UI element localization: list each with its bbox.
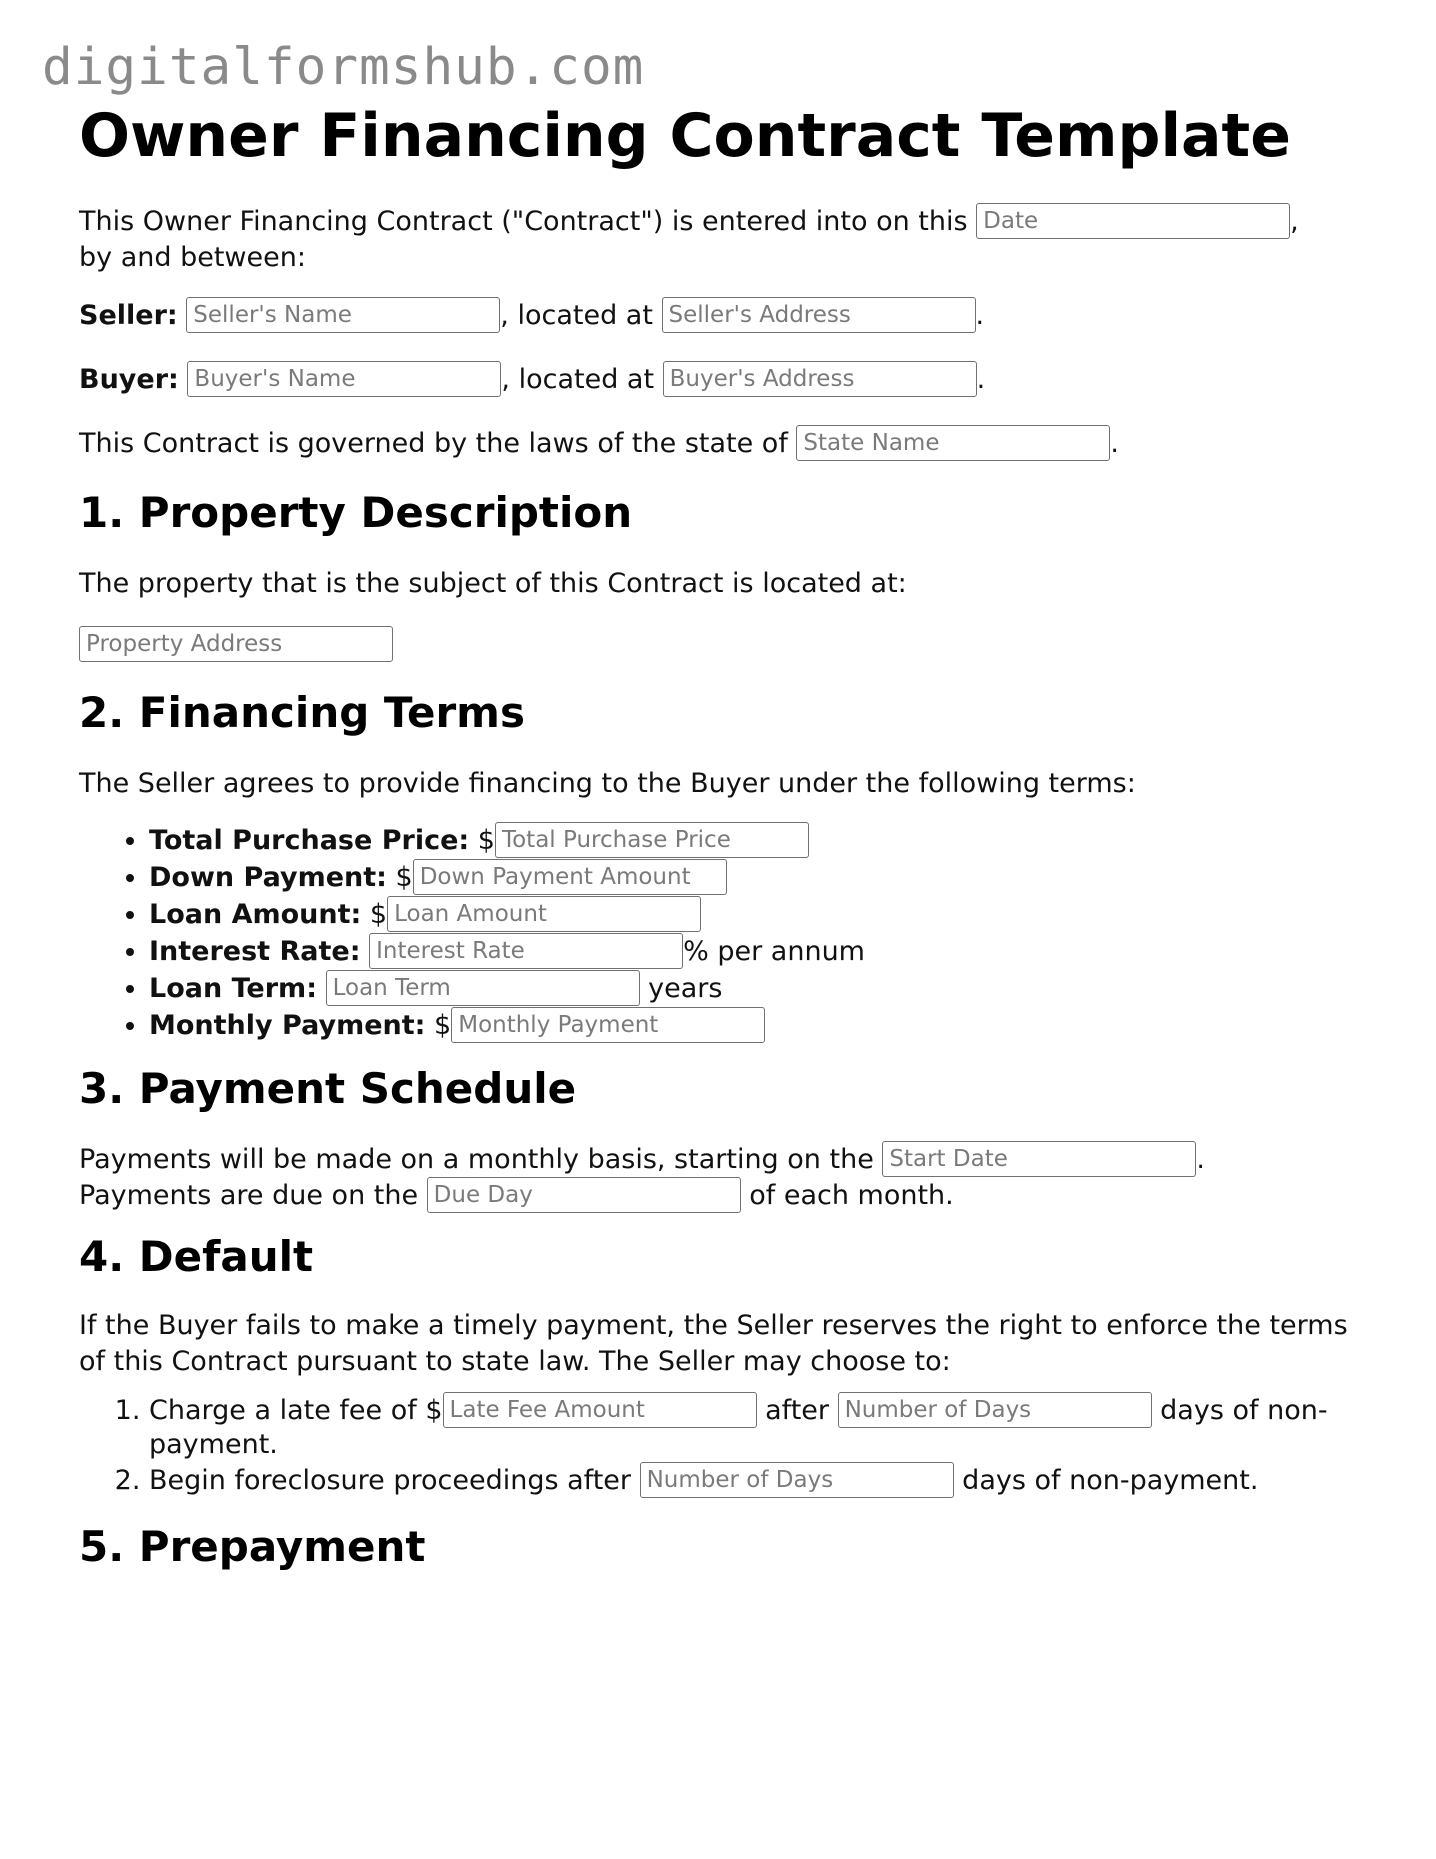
term-label: Monthly Payment: bbox=[149, 1010, 426, 1041]
section-heading-payment-schedule: 3. Payment Schedule bbox=[79, 1064, 577, 1113]
list-item bbox=[149, 896, 1369, 933]
list-item bbox=[149, 1007, 1369, 1044]
intro-text: This Owner Financing Contract ("Contract") is entered into on this bbox=[79, 206, 977, 237]
start-date-field[interactable] bbox=[882, 1141, 1196, 1177]
term-suffix: % per annum bbox=[683, 936, 865, 967]
buyer-line bbox=[79, 362, 1369, 398]
list-item bbox=[149, 1464, 1369, 1498]
default-options-list bbox=[79, 1394, 1369, 1498]
foreclosure-days-field[interactable] bbox=[640, 1462, 954, 1498]
seller-address-field[interactable] bbox=[662, 297, 976, 333]
late-fee-text3: days of non-payment. bbox=[149, 1395, 1328, 1460]
intro-comma: , bbox=[1290, 206, 1299, 237]
state-name-field[interactable] bbox=[796, 425, 1110, 461]
list-item bbox=[149, 933, 1369, 970]
list-item bbox=[149, 822, 1369, 859]
buyer-period: . bbox=[976, 364, 986, 395]
watermark: digitalformshub.com bbox=[42, 38, 645, 97]
list-item bbox=[149, 1394, 1369, 1462]
late-fee-amount-field[interactable] bbox=[443, 1392, 757, 1428]
property-address-field[interactable] bbox=[79, 626, 393, 662]
interest-rate-field[interactable] bbox=[369, 933, 683, 969]
intro-text-line2: by and between: bbox=[79, 242, 306, 273]
governing-law-line bbox=[79, 426, 1369, 462]
term-label: Loan Amount: bbox=[149, 899, 362, 930]
schedule-text1: Payments will be made on a monthly basis, starting on the bbox=[79, 1144, 883, 1175]
contract-document bbox=[79, 100, 1369, 1572]
term-label: Down Payment: bbox=[149, 862, 387, 893]
financing-text: The Seller agrees to provide financing to the Buyer under the following terms: bbox=[79, 768, 1136, 799]
seller-period: . bbox=[975, 300, 985, 331]
governing-text: This Contract is governed by the laws of the state of bbox=[79, 428, 797, 459]
schedule-text2-end: of each month. bbox=[740, 1180, 954, 1211]
late-fee-text1: Charge a late fee of $ bbox=[149, 1395, 443, 1426]
term-label: Loan Term: bbox=[149, 973, 317, 1004]
financing-terms-list bbox=[79, 822, 1369, 1044]
term-prefix bbox=[361, 936, 370, 967]
total-purchase-price-field[interactable] bbox=[495, 822, 809, 858]
term-prefix: $ bbox=[425, 1010, 452, 1041]
seller-located-at: , located at bbox=[500, 300, 662, 331]
seller-line bbox=[79, 298, 1369, 334]
buyer-address-field[interactable] bbox=[663, 361, 977, 397]
term-suffix: years bbox=[639, 973, 723, 1004]
section-heading-default: 4. Default bbox=[79, 1232, 314, 1281]
schedule-period: . bbox=[1196, 1144, 1205, 1175]
term-prefix bbox=[317, 973, 326, 1004]
schedule-text2: Payments are due on the bbox=[79, 1180, 427, 1211]
late-fee-text2: after bbox=[756, 1395, 838, 1426]
payment-schedule-paragraph bbox=[79, 1142, 1369, 1214]
page-title: Owner Financing Contract Template bbox=[79, 101, 1291, 171]
section-heading-property: 1. Property Description bbox=[79, 488, 633, 537]
section-heading-financing: 2. Financing Terms bbox=[79, 688, 525, 737]
buyer-located-at: , located at bbox=[501, 364, 663, 395]
seller-label: Seller: bbox=[79, 300, 178, 331]
contract-date-field[interactable] bbox=[976, 203, 1290, 239]
property-address-row bbox=[79, 630, 1369, 662]
loan-term-field[interactable] bbox=[326, 970, 640, 1006]
buyer-name-field[interactable] bbox=[187, 361, 501, 397]
term-prefix: $ bbox=[386, 862, 413, 893]
foreclosure-text1: Begin foreclosure proceedings after bbox=[149, 1465, 640, 1496]
list-item bbox=[149, 970, 1369, 1007]
foreclosure-text2: days of non-payment. bbox=[953, 1465, 1259, 1496]
loan-amount-field[interactable] bbox=[387, 896, 701, 932]
term-label: Interest Rate: bbox=[149, 936, 361, 967]
due-day-field[interactable] bbox=[427, 1177, 741, 1213]
late-fee-days-field[interactable] bbox=[838, 1392, 1152, 1428]
monthly-payment-field[interactable] bbox=[451, 1007, 765, 1043]
down-payment-field[interactable] bbox=[413, 859, 727, 895]
term-prefix: $ bbox=[469, 825, 495, 856]
property-text: The property that is the subject of this Contract is located at: bbox=[79, 568, 907, 599]
section-heading-prepayment: 5. Prepayment bbox=[79, 1522, 426, 1571]
term-prefix: $ bbox=[361, 899, 388, 930]
list-item bbox=[149, 859, 1369, 896]
buyer-label: Buyer: bbox=[79, 364, 179, 395]
default-text: If the Buyer fails to make a timely payment, the Seller reserves the right to enforce the terms of this Contract pursuant to state law. The Seller may choose to: bbox=[79, 1310, 1348, 1377]
seller-name-field[interactable] bbox=[186, 297, 500, 333]
term-label: Total Purchase Price: bbox=[149, 825, 470, 856]
governing-period: . bbox=[1110, 428, 1120, 459]
intro-paragraph bbox=[79, 204, 1369, 276]
